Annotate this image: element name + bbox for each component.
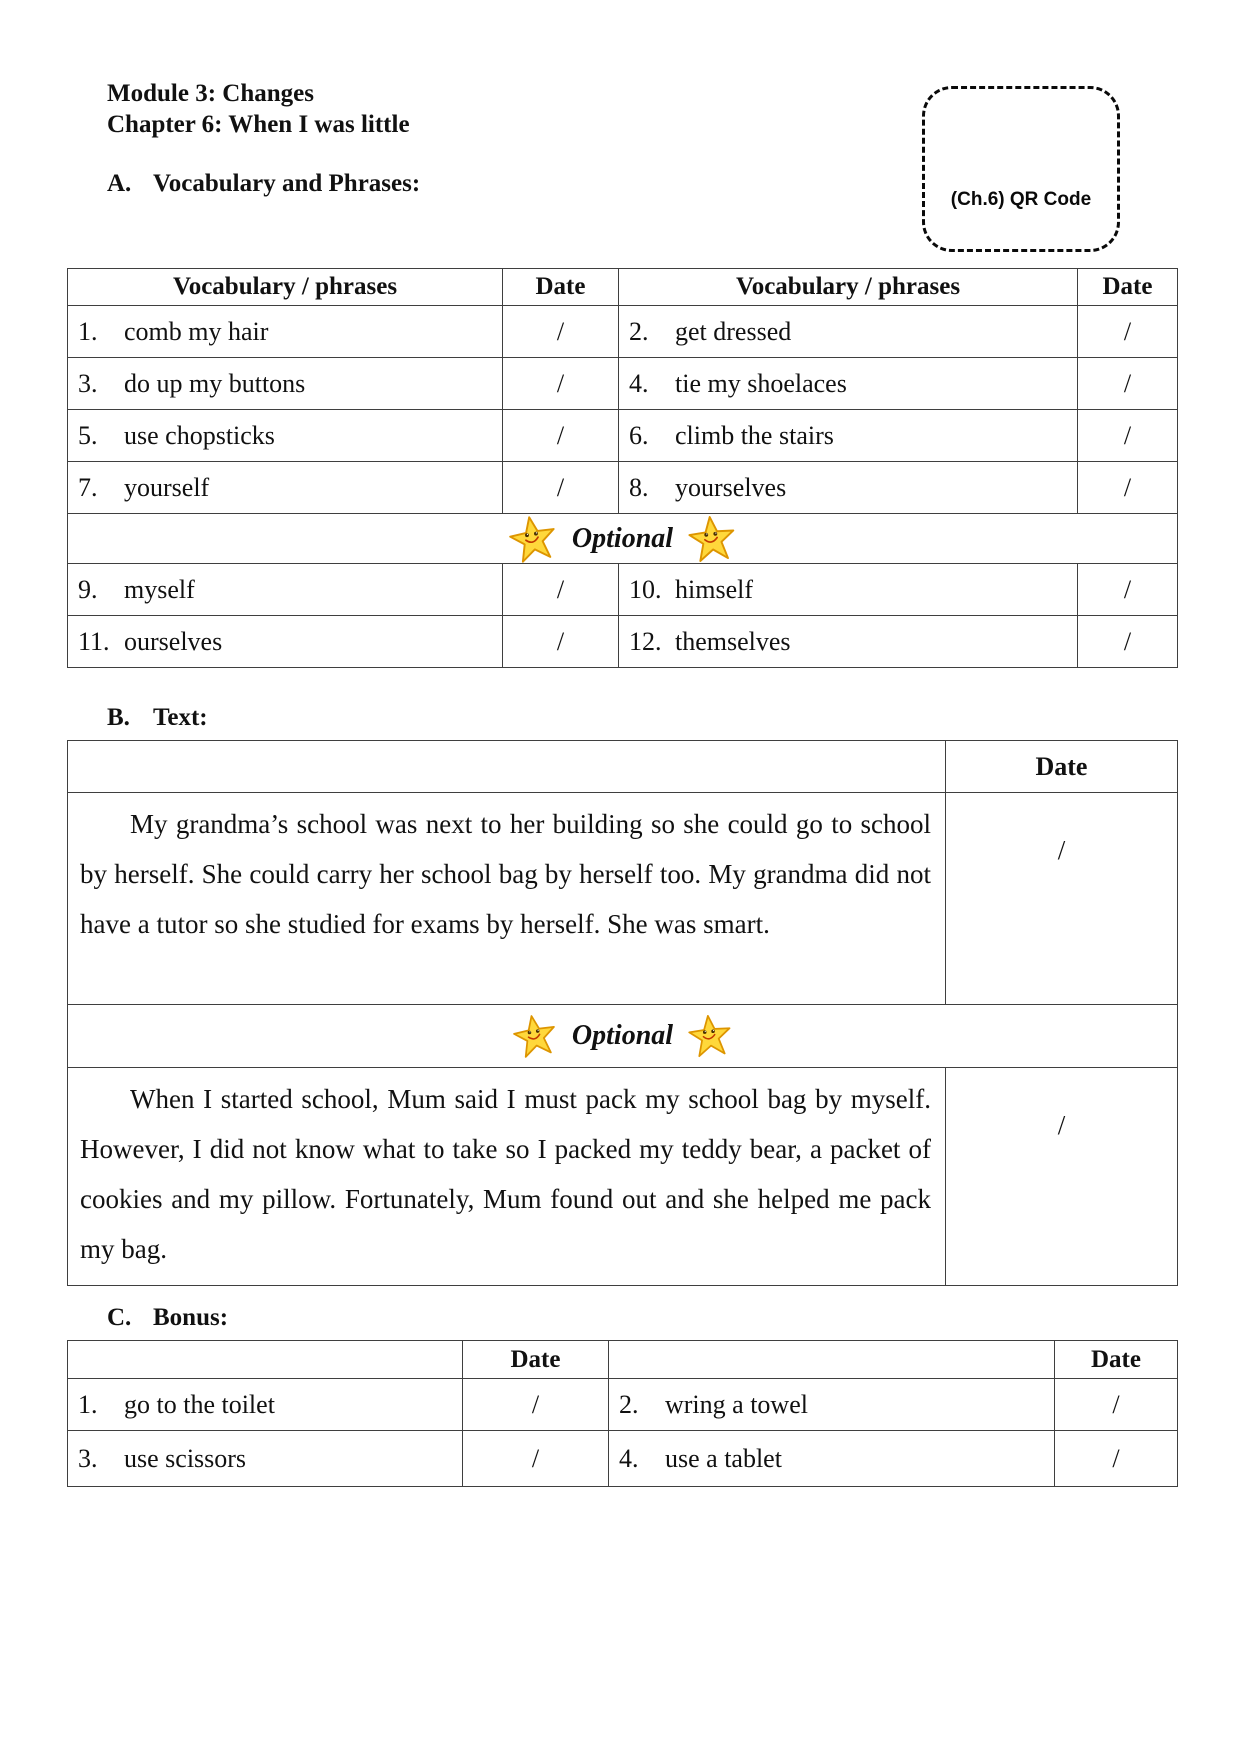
vocab-item — [68, 564, 503, 616]
text-table — [67, 740, 1178, 1286]
optional-divider-cell — [68, 514, 1178, 564]
date-cell: / — [1078, 616, 1178, 668]
vocab-item — [619, 358, 1078, 410]
date-cell: / — [503, 410, 619, 462]
date-cell: / — [1055, 1379, 1178, 1431]
module-title: Module 3: Changes — [107, 80, 314, 107]
item-text: himself — [675, 574, 753, 604]
item-text: myself — [124, 574, 195, 604]
text-table-header-row — [68, 741, 1178, 793]
optional-divider-cell — [68, 1005, 1178, 1068]
item-number: 2. — [629, 316, 649, 346]
date-cell: / — [1078, 462, 1178, 514]
item-number: 10. — [629, 574, 662, 604]
section-b-letter: B. — [107, 704, 130, 731]
item-number: 7. — [78, 472, 98, 502]
vocab-item — [68, 306, 503, 358]
bonus-item — [609, 1431, 1055, 1487]
empty-header-cell — [68, 741, 946, 793]
smiley-star-icon — [504, 514, 562, 564]
item-text: themselves — [675, 626, 791, 656]
vocab-item — [68, 462, 503, 514]
qr-code-placeholder-box — [922, 86, 1120, 252]
vocab-item — [68, 616, 503, 668]
date-header-right: Date — [1078, 269, 1178, 306]
vocab-item — [619, 564, 1078, 616]
item-text: use a tablet — [665, 1443, 782, 1473]
empty-header-cell — [609, 1341, 1055, 1379]
section-a-title: Vocabulary and Phrases: — [153, 170, 421, 197]
empty-header-cell — [68, 1341, 463, 1379]
vocab-row — [68, 616, 1178, 668]
item-number: 6. — [629, 420, 649, 450]
item-number: 11. — [78, 626, 110, 656]
item-text: go to the toilet — [124, 1389, 275, 1419]
item-text: wring a towel — [665, 1389, 808, 1419]
text-row — [68, 1068, 1178, 1286]
vocab-item — [68, 358, 503, 410]
vocab-header-left: Vocabulary / phrases — [68, 269, 503, 306]
date-cell: / — [503, 306, 619, 358]
item-number: 3. — [78, 1443, 98, 1473]
bonus-table — [67, 1340, 1178, 1487]
date-cell: / — [1078, 410, 1178, 462]
date-cell: / — [503, 358, 619, 410]
item-number: 1. — [78, 1389, 98, 1419]
date-cell: / — [1078, 306, 1178, 358]
date-cell: / — [503, 462, 619, 514]
date-cell: / — [946, 1068, 1178, 1286]
vocabulary-table — [67, 268, 1178, 668]
section-c-letter: C. — [107, 1304, 132, 1331]
vocab-row — [68, 410, 1178, 462]
text-paragraph-cell — [68, 1068, 946, 1286]
item-text: ourselves — [124, 626, 223, 656]
vocab-item — [619, 616, 1078, 668]
bonus-item — [609, 1379, 1055, 1431]
item-text: get dressed — [675, 316, 792, 346]
date-header-left: Date — [503, 269, 619, 306]
item-text: do up my buttons — [124, 368, 306, 398]
vocab-item — [619, 306, 1078, 358]
vocabulary-table-header-row — [68, 269, 1178, 306]
vocab-item — [619, 462, 1078, 514]
section-c-title: Bonus: — [153, 1304, 229, 1331]
bonus-row — [68, 1379, 1178, 1431]
bonus-item — [68, 1431, 463, 1487]
item-text: yourselves — [675, 472, 787, 502]
date-cell: / — [1078, 564, 1178, 616]
item-text: comb my hair — [124, 316, 269, 346]
item-text: use scissors — [124, 1443, 247, 1473]
bonus-item — [68, 1379, 463, 1431]
bonus-table-header-row — [68, 1341, 1178, 1379]
vocab-row — [68, 564, 1178, 616]
item-text: climb the stairs — [675, 420, 834, 450]
item-number: 5. — [78, 420, 98, 450]
item-number: 8. — [629, 472, 649, 502]
item-number: 2. — [619, 1389, 639, 1419]
smiley-star-icon — [685, 1012, 735, 1061]
vocab-row — [68, 358, 1178, 410]
date-cell: / — [503, 616, 619, 668]
item-text: yourself — [124, 472, 210, 502]
optional-label: Optional — [571, 522, 674, 554]
doc-header — [107, 78, 410, 140]
item-number: 3. — [78, 368, 98, 398]
date-header-left: Date — [463, 1341, 609, 1379]
item-text: tie my shoelaces — [675, 368, 847, 398]
paragraph-1: My grandma’s school was next to her building so she could go to school by herself. She could carry her school bag by herself too. My grandma did not have a tutor so she studied for exams by herself. She was smart. — [80, 809, 931, 939]
text-row — [68, 793, 1178, 1005]
section-c-heading — [107, 1304, 228, 1332]
item-number: 1. — [78, 316, 98, 346]
vocab-row — [68, 306, 1178, 358]
section-b-title: Text: — [153, 704, 208, 731]
optional-divider-row — [68, 1005, 1178, 1068]
date-cell: / — [463, 1379, 609, 1431]
date-cell: / — [463, 1431, 609, 1487]
section-a-letter: A. — [107, 170, 132, 197]
vocab-row — [68, 462, 1178, 514]
section-a-heading — [107, 170, 420, 198]
paragraph-2: When I started school, Mum said I must pack my school bag by myself. However, I did not know what to take so I packed my teddy bear, a packet of cookies and my pillow. Fortunately, Mum found out and she helped me pack my bag. — [80, 1084, 931, 1264]
item-number: 12. — [629, 626, 662, 656]
optional-divider-row — [68, 514, 1178, 564]
vocab-item — [68, 410, 503, 462]
vocab-header-right: Vocabulary / phrases — [619, 269, 1078, 306]
chapter-title: Chapter 6: When I was little — [107, 111, 410, 138]
smiley-star-icon — [508, 1010, 561, 1061]
bonus-row — [68, 1431, 1178, 1487]
vocab-item — [619, 410, 1078, 462]
item-number: 9. — [78, 574, 98, 604]
date-cell: / — [1078, 358, 1178, 410]
text-paragraph-cell — [68, 793, 946, 1005]
date-cell: / — [946, 793, 1178, 1005]
date-cell: / — [1055, 1431, 1178, 1487]
section-b-heading — [107, 704, 208, 732]
date-header-right: Date — [1055, 1341, 1178, 1379]
optional-label: Optional — [571, 1020, 674, 1051]
date-cell: / — [503, 564, 619, 616]
smiley-star-icon — [685, 514, 740, 564]
item-number: 4. — [619, 1443, 639, 1473]
qr-code-label: (Ch.6) QR Code — [950, 189, 1092, 210]
item-number: 4. — [629, 368, 649, 398]
item-text: use chopsticks — [124, 420, 275, 450]
date-header: Date — [946, 741, 1178, 793]
